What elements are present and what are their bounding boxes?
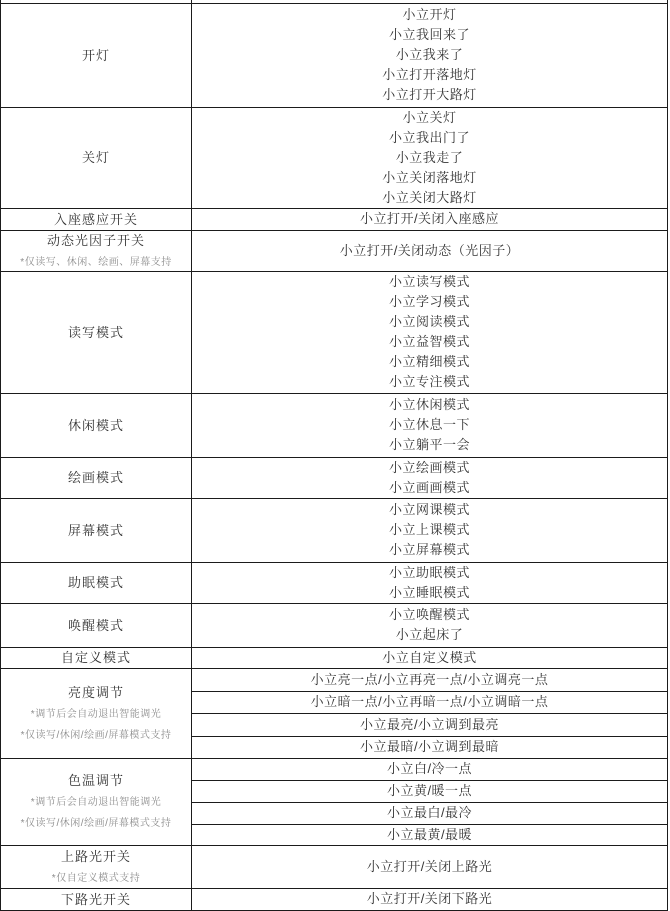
command-text: 小立精细模式 — [388, 354, 470, 369]
table-row — [1, 562, 668, 603]
function-cell — [1, 393, 192, 457]
command-text: 小立暗一点/小立再暗一点/小立调暗一点 — [310, 694, 549, 709]
function-note: *仅读写/休闲/绘画/屏幕模式支持 — [20, 729, 172, 741]
table-row — [1, 393, 668, 457]
function-cell — [1, 603, 192, 647]
command-cell — [192, 736, 668, 758]
command-cell — [192, 3, 668, 107]
command-text: 小立我走了 — [395, 149, 464, 165]
function-label: 色温调节 — [67, 773, 124, 788]
command-cell — [192, 888, 668, 910]
function-note: *仅读写/休闲/绘画/屏幕模式支持 — [20, 818, 172, 829]
function-cell — [1, 668, 192, 758]
command-cell — [192, 208, 668, 230]
table-body — [1, 3, 668, 910]
table-row — [1, 208, 668, 230]
function-label: 自定义模式 — [60, 650, 131, 665]
function-label: 开灯 — [81, 47, 110, 63]
command-cell — [192, 758, 668, 780]
function-label: 亮度调节 — [67, 684, 124, 700]
command-cell — [192, 498, 668, 562]
command-text: 小立打开大路灯 — [382, 87, 477, 102]
function-label: 下路光开关 — [60, 891, 131, 907]
function-label: 上路光开关 — [60, 848, 131, 864]
command-text: 小立阅读模式 — [388, 314, 470, 329]
command-cell — [192, 603, 668, 647]
command-text: 小立关闭落地灯 — [382, 169, 477, 185]
command-cell — [192, 824, 668, 845]
command-text: 小立画画模式 — [388, 479, 470, 495]
command-text: 小立起床了 — [395, 627, 464, 642]
command-text: 小立唤醒模式 — [388, 607, 470, 622]
table-row — [1, 888, 668, 910]
function-cell — [1, 647, 192, 668]
function-label: 绘画模式 — [67, 470, 124, 485]
command-text: 小立专注模式 — [388, 374, 470, 389]
command-cell — [192, 271, 668, 393]
command-text: 小立休息一下 — [388, 417, 470, 432]
command-text: 小立休闲模式 — [388, 397, 470, 412]
command-cell — [192, 107, 668, 208]
table-row — [1, 647, 668, 668]
table-row — [1, 845, 668, 888]
function-cell — [1, 562, 192, 603]
function-cell — [1, 271, 192, 393]
function-label: 入座感应开关 — [53, 211, 138, 227]
function-label: 助眠模式 — [67, 575, 124, 590]
command-cell — [192, 691, 668, 713]
function-cell — [1, 845, 192, 888]
command-cell — [192, 647, 668, 668]
command-cell — [192, 562, 668, 603]
command-text: 小立关闭大路灯 — [382, 189, 477, 205]
command-cell — [192, 802, 668, 824]
function-cell — [1, 498, 192, 562]
function-cell — [1, 208, 192, 230]
command-cell — [192, 393, 668, 457]
command-text: 小立上课模式 — [388, 522, 470, 537]
command-text: 小立打开/关闭动态（光因子） — [339, 242, 520, 258]
command-text: 小立我出门了 — [388, 129, 470, 145]
table-row — [1, 3, 668, 107]
command-text: 小立最亮/小立调到最亮 — [359, 716, 500, 732]
command-text: 小立最白/最冷 — [386, 805, 473, 820]
command-text: 小立打开/关闭上路光 — [366, 858, 493, 874]
function-label: 动态光因子开关 — [46, 232, 145, 248]
function-label: 关灯 — [81, 150, 110, 165]
command-text: 小立网课模式 — [388, 502, 470, 517]
command-text: 小立我回来了 — [388, 27, 470, 42]
table-row — [1, 603, 668, 647]
table-row — [1, 230, 668, 271]
command-text: 小立最黄/最暖 — [386, 826, 473, 842]
command-text: 小立打开/关闭入座感应 — [359, 211, 500, 226]
command-text: 小立躺平一会 — [388, 437, 470, 452]
command-text: 小立打开/关闭下路光 — [366, 891, 493, 906]
table-row — [1, 668, 668, 691]
table-row — [1, 498, 668, 562]
function-label: 休闲模式 — [67, 417, 124, 433]
function-cell — [1, 107, 192, 208]
function-cell — [1, 457, 192, 498]
function-cell — [1, 230, 192, 271]
function-note: *调节后会自动退出智能调光 — [30, 708, 162, 720]
function-cell — [1, 758, 192, 845]
table-row — [1, 457, 668, 498]
function-note: *仅自定义模式支持 — [51, 872, 141, 884]
function-cell — [1, 3, 192, 107]
table-row — [1, 107, 668, 208]
command-text: 小立屏幕模式 — [388, 542, 470, 557]
function-cell — [1, 888, 192, 910]
function-label: 读写模式 — [67, 324, 124, 340]
function-label: 屏幕模式 — [67, 522, 124, 538]
command-text: 小立睡眠模式 — [388, 584, 470, 600]
command-text: 小立绘画模式 — [388, 459, 470, 475]
command-cell — [192, 230, 668, 271]
command-text: 小立助眠模式 — [388, 564, 470, 580]
command-text: 小立黄/暖一点 — [386, 783, 473, 798]
table-row — [1, 758, 668, 780]
function-note: *仅读写、休闲、绘画、屏幕支持 — [20, 256, 172, 268]
table-row — [1, 271, 668, 393]
command-text: 小立亮一点/小立再亮一点/小立调亮一点 — [310, 671, 549, 687]
command-text: 小立关灯 — [402, 109, 457, 125]
command-text: 小立读写模式 — [388, 274, 470, 289]
command-text: 小立白/冷一点 — [386, 761, 473, 776]
function-label: 唤醒模式 — [67, 617, 124, 633]
command-text: 小立最暗/小立调到最暗 — [359, 739, 500, 754]
command-cell — [192, 845, 668, 888]
command-text: 小立打开落地灯 — [382, 67, 477, 82]
command-text: 小立自定义模式 — [382, 649, 477, 665]
command-cell — [192, 780, 668, 802]
command-cell — [192, 713, 668, 736]
command-text: 小立我来了 — [395, 47, 464, 62]
command-text: 小立开灯 — [402, 7, 457, 22]
command-cell — [192, 457, 668, 498]
function-note: *调节后会自动退出智能调光 — [30, 797, 162, 808]
command-text: 小立学习模式 — [388, 294, 470, 309]
command-cell — [192, 668, 668, 691]
command-text: 小立益智模式 — [388, 334, 470, 349]
